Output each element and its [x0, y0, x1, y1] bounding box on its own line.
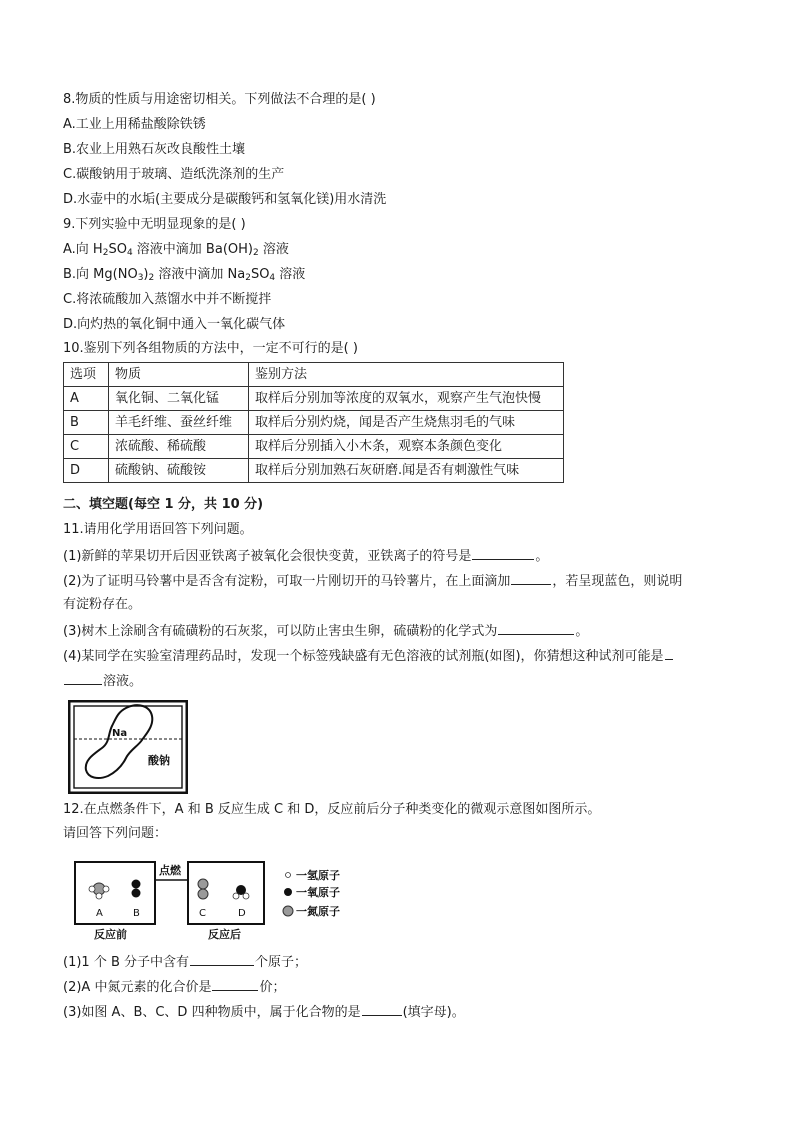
arrow-label: 点燃 [159, 864, 181, 877]
table-cell: 硫酸钠、硫酸铵 [109, 459, 249, 483]
table-row [64, 387, 564, 411]
caption-before: 反应前 [94, 928, 127, 941]
table-row [64, 411, 564, 435]
table-header-cell: 选项 [64, 363, 109, 387]
q11-part2-cont: 有淀粉存在。 [63, 597, 142, 612]
q11-part4: (4)某同学在实验室清理药品时，发现一个标签残缺盛有无色溶液的试剂瓶(如图)，你猜想这种试剂可能是 [63, 646, 674, 666]
q12-stem: 12.在点燃条件下，A 和 B 反应生成 C 和 D，反应前后分子种类变化的微观示意图如图所示。 [63, 802, 601, 817]
q10-table [63, 362, 564, 483]
q9-stem: 9.下列实验中无明显现象的是( ) [63, 217, 246, 232]
table-cell: D [64, 459, 109, 483]
q11-part1: (1)新鲜的苹果切开后因亚铁离子被氧化会很快变黄，亚铁离子的符号是 。 [63, 546, 548, 566]
table-header-cell: 鉴别方法 [249, 363, 564, 387]
table-row [64, 459, 564, 483]
q8-option-a: A.工业上用稀盐酸除铁锈 [63, 117, 206, 132]
table-cell: 取样后分别加等浓度的双氧水，观察产生气泡快慢 [249, 387, 564, 411]
q11-part4-cont: 溶液。 [63, 671, 142, 691]
q12-sub: 请回答下列问题： [63, 826, 168, 841]
table-cell: 取样后分别灼烧，闻是否产生烧焦羽毛的气味 [249, 411, 564, 435]
q12-part3: (3)如图 A、B、C、D 四种物质中，属于化合物的是 (填字母)。 [63, 1002, 465, 1022]
q9-option-c: C.将浓硫酸加入蒸馏水中并不断搅拌 [63, 292, 272, 307]
q10-stem: 10.鉴别下列各组物质的方法中，一定不可行的是( ) [63, 341, 358, 356]
answer-blank[interactable] [190, 952, 254, 966]
q11-part2: (2)为了证明马铃薯中是否含有淀粉，可取一片刚切开的马铃薯片，在上面滴加 ，若呈现蓝色，则说明 [63, 571, 682, 591]
legend-hydrogen-marker [286, 873, 291, 878]
table-header-cell: 物质 [109, 363, 249, 387]
answer-blank[interactable] [64, 671, 102, 685]
table-cell: 取样后分别加熟石灰研磨.闻是否有刺激性气味 [249, 459, 564, 483]
legend-oxygen: 一氧原子 [296, 886, 340, 899]
label-text-bottom: 酸钠 [148, 754, 170, 767]
table-cell: B [64, 411, 109, 435]
reaction-diagram [72, 852, 362, 942]
letter-a: A [96, 908, 103, 919]
answer-blank[interactable] [511, 571, 551, 585]
table-row [64, 435, 564, 459]
letter-c: C [199, 908, 206, 919]
label-text-top: Na [112, 728, 128, 739]
table-cell: 浓硫酸、稀硫酸 [109, 435, 249, 459]
q8-stem: 8.物质的性质与用途密切相关。下列做法不合理的是( ) [63, 92, 376, 107]
table-cell: C [64, 435, 109, 459]
q9-option-b: B.向 $Mg(NO_3)_2$ 溶液中滴加 $Na_2SO_4$ 溶液 [63, 267, 306, 283]
answer-blank[interactable] [665, 646, 673, 660]
q11-stem: 11.请用化学用语回答下列问题。 [63, 522, 253, 537]
q9-option-a: A.向 $H_2SO_4$ 溶液中滴加 $Ba(OH)_2$ 溶液 [63, 242, 289, 258]
caption-after: 反应后 [208, 928, 241, 941]
table-cell: 羊毛纤维、蚕丝纤维 [109, 411, 249, 435]
legend-oxygen-marker [284, 888, 292, 896]
reagent-label-figure [68, 700, 188, 794]
q8-option-c: C.碳酸钠用于玻璃、造纸洗涤剂的生产 [63, 167, 285, 182]
letter-b: B [133, 908, 140, 919]
legend-nitrogen: 一氮原子 [296, 905, 340, 918]
answer-blank[interactable] [212, 977, 258, 991]
q9-option-d: D.向灼热的氧化铜中通入一氧化碳气体 [63, 317, 286, 332]
q8-option-b: B.农业上用熟石灰改良酸性土壤 [63, 142, 246, 157]
table-cell: 氧化铜、二氧化锰 [109, 387, 249, 411]
section-heading: 二、填空题(每空 1 分，共 10 分) [63, 497, 264, 512]
table-cell: A [64, 387, 109, 411]
answer-blank[interactable] [498, 621, 574, 635]
q8-option-d: D.水壶中的水垢(主要成分是碳酸钙和氢氧化镁)用水清洗 [63, 192, 387, 207]
q11-part3: (3)树木上涂刷含有硫磺粉的石灰浆，可以防止害虫生卵，硫磺粉的化学式为 。 [63, 621, 588, 641]
q12-part2: (2)A 中氮元素的化合价是 价； [63, 977, 285, 997]
table-header-row [64, 363, 564, 387]
table-cell: 取样后分别插入小木条，观察本条颜色变化 [249, 435, 564, 459]
legend-nitrogen-marker [283, 906, 293, 916]
letter-d: D [238, 908, 246, 919]
answer-blank[interactable] [472, 546, 534, 560]
q12-part1: (1)1 个 B 分子中含有 个原子； [63, 952, 307, 972]
legend-hydrogen: 一氢原子 [296, 869, 340, 882]
answer-blank[interactable] [362, 1002, 402, 1016]
